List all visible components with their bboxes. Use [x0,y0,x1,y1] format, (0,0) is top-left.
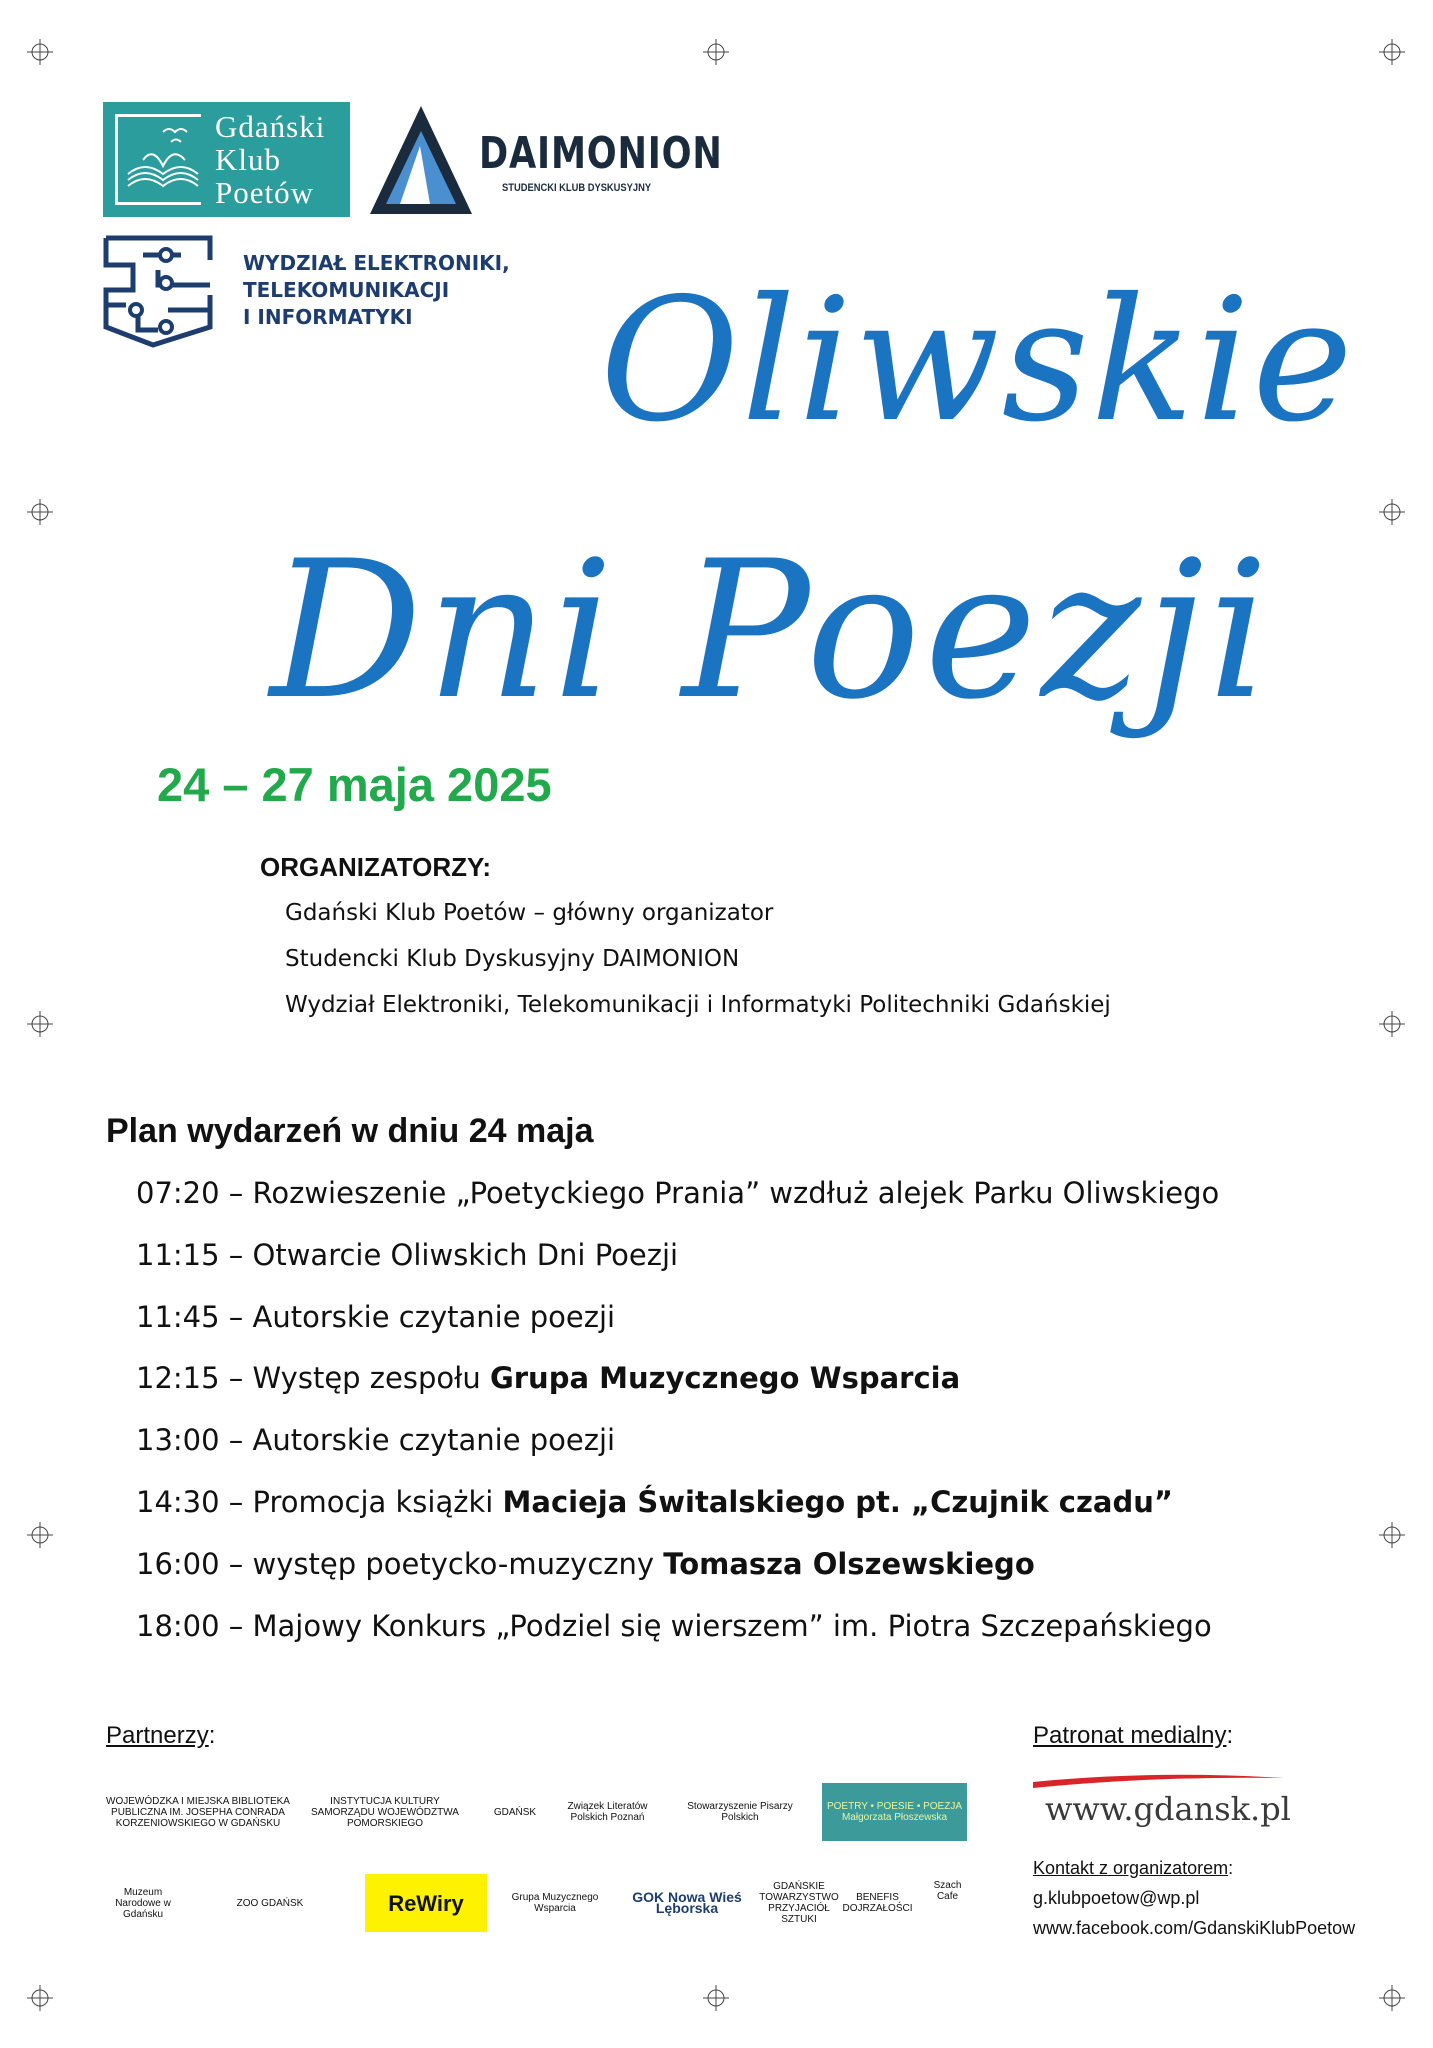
media-site[interactable]: www.gdansk.pl [1045,1790,1291,1828]
registration-mark-icon [27,1985,53,2011]
registration-mark-icon [27,1011,53,1037]
schedule-item: 16:00 – występ poetycko-muzyczny Tomasza Olszewskiego [136,1546,1035,1581]
schedule-item: 07:20 – Rozwieszenie „Poetyckiego Prania” wzdłuż alejek Parku Oliwskiego [136,1176,1220,1210]
registration-mark-icon [1379,1522,1405,1548]
weti-name: WYDZIAŁ ELEKTRONIKI, TELEKOMUNIKACJI I INFORMATYKI [243,251,510,329]
organizer-item: Wydział Elektroniki, Telekomunikacji i Informatyki Politechniki Gdańskiej [285,992,1111,1018]
plan-heading: Plan wydarzeń w dniu 24 maja [106,1112,594,1150]
partners-label: Partnerzy: [106,1722,216,1749]
gdansk-swoosh-icon [1033,1772,1283,1788]
registration-mark-icon [27,499,53,525]
partner-logo: Muzeum Narodowe w Gdańsku [115,1886,171,1920]
daimonion-subtitle: STUDENCKI KLUB DYSKUSYJNY [502,182,652,194]
contact-label: Kontakt z organizatorem: [1033,1858,1234,1878]
daimonion-name: DAIMONION [479,128,723,179]
schedule-item: 13:00 – Autorskie czytanie poezji [136,1423,616,1458]
schedule-item: 12:15 – Występ zespołu Grupa Muzycznego Wsparcia [136,1361,961,1396]
event-dates: 24 – 27 maja 2025 [157,758,552,811]
partner-logo: Stowarzyszenie Pisarzy Polskich [687,1801,793,1823]
partner-logo: Związek Literatów Polskich Poznań [567,1801,648,1823]
organizer-item: Gdański Klub Poetów – główny organizator [285,900,774,926]
registration-mark-icon [1379,39,1405,65]
contact-email[interactable]: g.klubpoetow@wp.pl [1033,1888,1200,1908]
registration-mark-icon [1379,1985,1405,2011]
media-label: Patronat medialny: [1033,1722,1234,1749]
weti-circuit-logo [103,235,215,347]
partner-logo: Szach Cafe [933,1880,962,1902]
partner-logo: POETRY • POESIE • POEZJA Małgorzata Płoszewska [822,1783,967,1841]
title-line-1: Oliwskie [600,262,1355,460]
registration-mark-icon [27,1522,53,1548]
partner-logo: BENEFIS DOJRZAŁOŚCI [842,1892,913,1914]
schedule-item: 14:30 – Promocja książki Macieja Świtalskiego pt. „Czujnik czadu” [136,1485,1173,1519]
daimonion-triangle-logo [370,106,472,214]
partner-logo: INSTYTUCJA KULTURY SAMORZĄDU WOJEWÓDZTWA POMORSKIEGO [311,1795,459,1829]
partner-logo: GDAŃSK [493,1806,537,1818]
registration-mark-icon [703,39,729,65]
book-birds-icon [123,120,203,200]
partner-logo: ZOO GDAŃSK [236,1897,304,1909]
partner-logo: Grupa Muzycznego Wsparcia [511,1892,599,1914]
partner-logo: GDAŃSKIE TOWARZYSTWO PRZYJACIÓŁ SZTUKI [759,1881,839,1925]
gdanski-klub-poetow-logo: Gdański Klub Poetów [103,102,350,217]
schedule-item: 11:45 – Autorskie czytanie poezji [136,1299,616,1334]
partner-logo: WOJEWÓDZKA I MIEJSKA BIBLIOTEKA PUBLICZNA IM. JOSEPHA CONRADA KORZENIOWSKIEGO W GDAŃSKU [106,1795,290,1829]
title-line-2: Dni Poezji [270,520,1273,741]
registration-mark-icon [27,39,53,65]
schedule-item: 11:15 – Otwarcie Oliwskich Dni Poezji [136,1237,679,1272]
partner-logo: ReWiry [365,1874,487,1932]
registration-mark-icon [1379,1011,1405,1037]
organizers-heading: ORGANIZATORZY: [260,852,492,882]
schedule-item: 18:00 – Majowy Konkurs „Podziel się wierszem” im. Piotra Szczepańskiego [136,1608,1212,1643]
partner-logo: GOK Nowa Wieś Lęborska [632,1889,742,1916]
registration-mark-icon [1379,499,1405,525]
contact-facebook[interactable]: www.facebook.com/GdanskiKlubPoetow [1033,1918,1356,1938]
organizer-item: Studencki Klub Dyskusyjny DAIMONION [285,946,740,972]
registration-mark-icon [703,1985,729,2011]
